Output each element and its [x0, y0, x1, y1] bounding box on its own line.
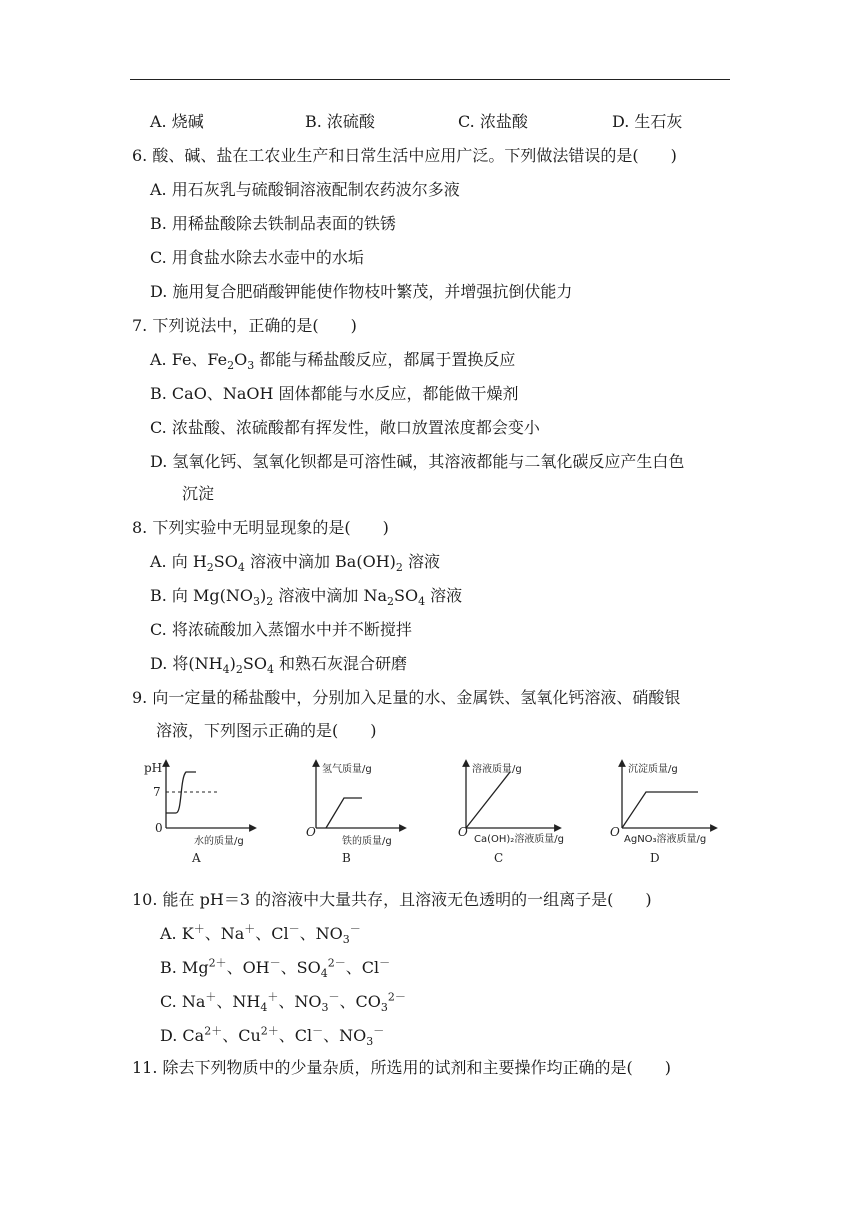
q5-option-b: B. 浓硫酸 — [305, 112, 375, 131]
graph-c-origin: O — [458, 825, 468, 839]
graph-b — [288, 758, 418, 870]
q10-stem: 10. 能在 pH＝3 的溶液中大量共存，且溶液无色透明的一组离子是( ) — [132, 890, 652, 909]
q9-stem-cont: 溶液，下列图示正确的是( ) — [156, 721, 377, 740]
q9-graph-options — [138, 758, 728, 870]
q7-option-d-cont: 沉淀 — [182, 484, 215, 503]
q7-option-b: B. CaO、NaOH 固体都能与水反应，都能做干燥剂 — [150, 384, 519, 403]
graph-c-curve — [466, 772, 510, 828]
q10-option-b: B. $Mg^{2+}$、OH－、$SO_4^{2-}$、Cl－ — [160, 956, 391, 981]
q6-option-b: B. 用稀盐酸除去铁制品表面的铁锈 — [150, 214, 396, 233]
q7-option-d: D. 氢氧化钙、氢氧化钡都是可溶性碱，其溶液都能与二氧化碳反应产生白色 — [150, 452, 685, 471]
graph-d-curve — [622, 792, 698, 828]
graph-b-xlabel: 铁的质量/g — [342, 836, 392, 847]
q5-option-a: A. 烧碱 — [150, 112, 204, 131]
q5-option-d: D. 生石灰 — [612, 112, 683, 131]
graph-c-letter: C — [494, 851, 504, 865]
header-rule — [130, 79, 730, 80]
q6-option-c: C. 用食盐水除去水壶中的水垢 — [150, 248, 364, 267]
graph-b-ylabel: 氢气质量/g — [322, 764, 372, 775]
q11-stem: 11. 除去下列物质中的少量杂质，所选用的试剂和主要操作均正确的是( ) — [132, 1058, 672, 1077]
q7-stem: 7. 下列说法中，正确的是( ) — [132, 316, 357, 335]
graph-b-curve — [326, 798, 362, 828]
graph-d-ylabel: 沉淀质量/g — [628, 764, 678, 775]
q6-option-d: D. 施用复合肥硝酸钾能使作物枝叶繁茂，并增强抗倒伏能力 — [150, 282, 573, 301]
q8-option-d: D. 将$(NH_4)_2SO_4$ 和熟石灰混合研磨 — [150, 654, 408, 677]
q7-option-a: A. Fe、$Fe_2O_3$ 都能与稀盐酸反应，都属于置换反应 — [150, 350, 516, 373]
graph-a-ylabel: pH — [144, 761, 163, 775]
q6-option-a: A. 用石灰乳与硫酸铜溶液配制农药波尔多液 — [150, 180, 460, 199]
q8-stem: 8. 下列实验中无明显现象的是( ) — [132, 518, 389, 537]
graph-b-origin: O — [306, 825, 316, 839]
q7-option-c: C. 浓盐酸、浓硫酸都有挥发性，敞口放置浓度都会变小 — [150, 418, 540, 437]
graph-a-tick-7: 7 — [153, 785, 161, 799]
graph-c-xlabel: Ca(OH)₂溶液质量/g — [474, 834, 565, 845]
q5-option-c: C. 浓盐酸 — [458, 112, 528, 131]
graph-c — [438, 758, 578, 870]
graph-a — [138, 758, 268, 870]
graph-a-origin: 0 — [155, 821, 163, 835]
graph-d-letter: D — [650, 851, 660, 865]
q10-option-d: D. $Ca^{2+}$、$Cu^{2+}$、Cl－、$NO_3^-$ — [160, 1024, 385, 1049]
q10-option-c: C. Na＋、$NH_4^+$、$NO_3^-$、$CO_3^{2-}$ — [160, 990, 406, 1015]
graph-d-xlabel: AgNO₃溶液质量/g — [624, 834, 707, 845]
q8-option-a: A. 向 $H_2SO_4$ 溶液中滴加 $Ba(OH)_2$ 溶液 — [150, 552, 440, 575]
graph-d — [596, 758, 728, 870]
graph-a-xlabel: 水的质量/g — [194, 836, 244, 847]
q9-stem: 9. 向一定量的稀盐酸中，分别加入足量的水、金属铁、氢氧化钙溶液、硝酸银 — [132, 688, 681, 707]
q8-option-c: C. 将浓硫酸加入蒸馏水中并不断搅拌 — [150, 620, 412, 639]
graph-c-ylabel: 溶液质量/g — [472, 764, 522, 775]
graph-d-origin: O — [610, 825, 620, 839]
q8-option-b: B. 向 $Mg(NO_3)_2$ 溶液中滴加 $Na_2SO_4$ 溶液 — [150, 586, 463, 609]
graph-a-letter: A — [192, 851, 201, 865]
q10-option-a: A. K＋、Na＋、Cl－、$NO_3^-$ — [160, 922, 361, 947]
graph-b-letter: B — [342, 851, 351, 865]
q6-stem: 6. 酸、碱、盐在工农业生产和日常生活中应用广泛。下列做法错误的是( ) — [132, 146, 677, 165]
